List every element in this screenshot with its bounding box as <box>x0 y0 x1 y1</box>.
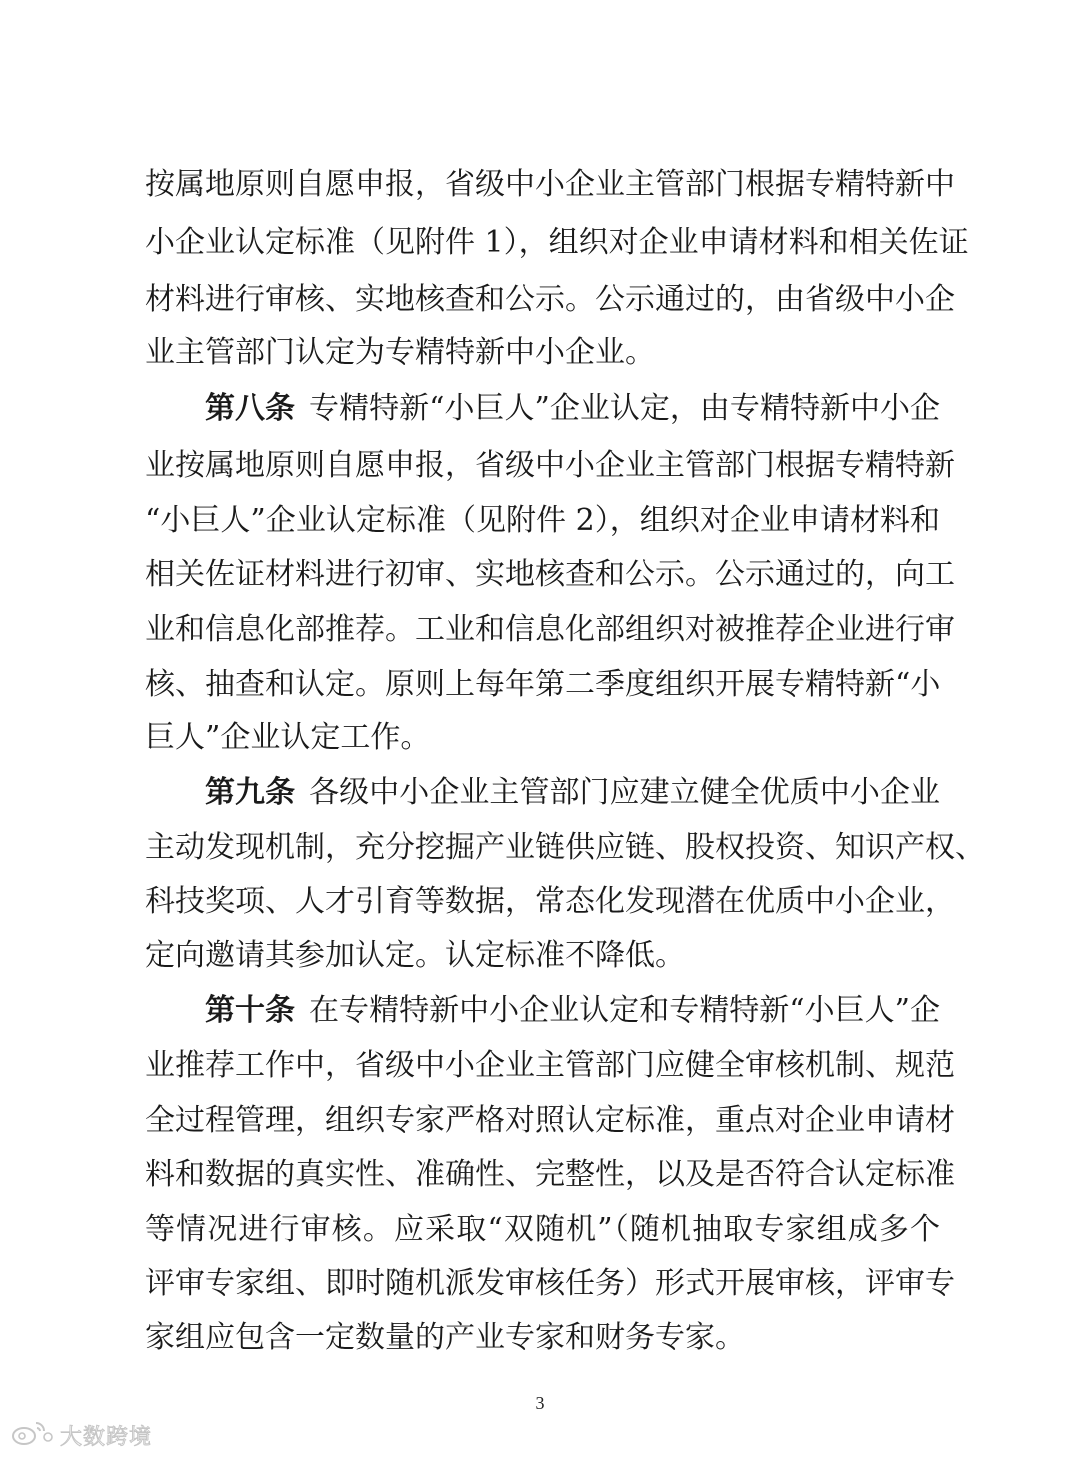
weibo-logo-icon <box>10 1417 54 1453</box>
paragraph-line: 家组应包含一定数量的产业专家和财务专家。 <box>145 1320 745 1355</box>
watermark <box>10 1418 152 1452</box>
paragraph-line: 按属地原则自愿申报，省级中小企业主管部门根据专精特新中 <box>145 167 955 202</box>
paragraph-line: 料和数据的真实性、准确性、完整性，以及是否符合认定标准 <box>145 1157 955 1192</box>
article-8-text: 专精特新“小巨人”企业认定，由专精特新中小企 <box>309 391 940 426</box>
article-10-text: 在专精特新中小企业认定和专精特新“小巨人”企 <box>309 993 940 1028</box>
paragraph-line: 等情况进行审核。应采取“双随机”（随机抽取专家组成多个 <box>145 1212 940 1247</box>
paragraph-line: 业推荐工作中，省级中小企业主管部门应健全审核机制、规范 <box>145 1048 955 1083</box>
paragraph-line: 业和信息化部推荐。工业和信息化部组织对被推荐企业进行审 <box>145 612 955 647</box>
paragraph-line: 巨人”企业认定工作。 <box>145 720 431 755</box>
watermark-text: 大数跨境 <box>60 1424 153 1450</box>
article-9-label: 第九条 <box>205 775 296 810</box>
paragraph-line: 材料进行审核、实地核查和公示。公示通过的，由省级中小企 <box>145 282 955 317</box>
paragraph-line: 科技奖项、人才引育等数据，常态化发现潜在优质中小企业， <box>145 884 955 919</box>
article-9-first-line <box>205 773 940 813</box>
page-number: 3 <box>535 1393 545 1413</box>
article-8-first-line <box>205 389 940 429</box>
paragraph-line: 业按属地原则自愿申报，省级中小企业主管部门根据专精特新 <box>145 448 955 483</box>
article-10-first-line <box>205 991 940 1031</box>
article-9-text: 各级中小企业主管部门应建立健全优质中小企业 <box>309 775 941 810</box>
paragraph-line: 小企业认定标准（见附件 1），组织对企业申请材料和相关佐证 <box>145 225 969 260</box>
paragraph-line: 定向邀请其参加认定。认定标准不降低。 <box>145 938 685 973</box>
paragraph-line: 评审专家组、即时随机派发审核任务）形式开展审核，评审专 <box>145 1266 955 1301</box>
paragraph-line: 全过程管理，组织专家严格对照认定标准，重点对企业申请材 <box>145 1103 955 1138</box>
paragraph-line: 核、抽查和认定。原则上每年第二季度组织开展专精特新“小 <box>145 667 941 702</box>
article-10-label: 第十条 <box>205 993 296 1028</box>
paragraph-line: 主动发现机制，充分挖掘产业链供应链、股权投资、知识产权、 <box>145 830 985 865</box>
paragraph-line: “小巨人”企业认定标准（见附件 2），组织对企业申请材料和 <box>145 503 940 538</box>
paragraph-line: 业主管部门认定为专精特新中小企业。 <box>145 335 655 370</box>
article-8-label: 第八条 <box>205 391 296 426</box>
paragraph-line: 相关佐证材料进行初审、实地核查和公示。公示通过的，向工 <box>145 557 955 592</box>
